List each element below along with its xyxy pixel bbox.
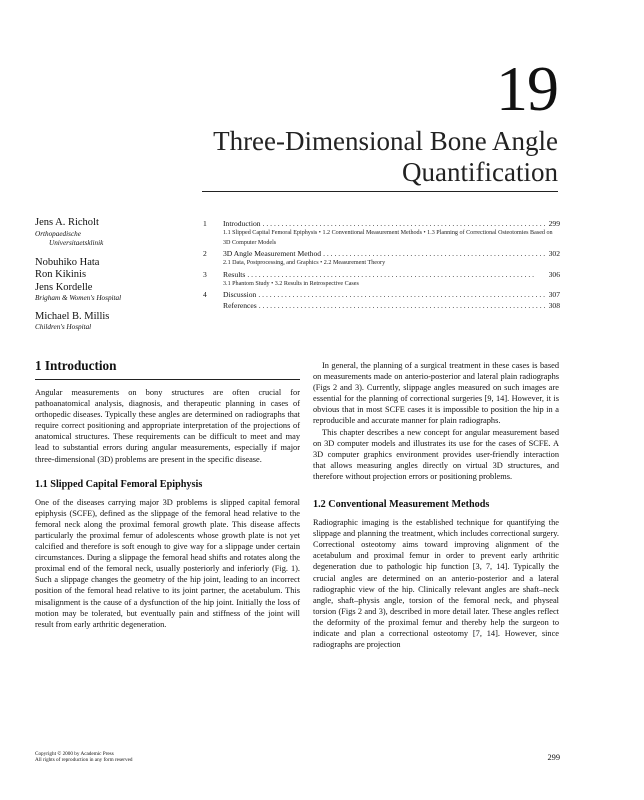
section-heading-introduction: 1 Introduction <box>35 358 117 373</box>
chapter-title: Three-Dimensional Bone Angle Quantification <box>213 126 558 187</box>
section-rule <box>35 379 300 380</box>
toc-entry[interactable] <box>203 300 560 311</box>
toc-subentries: 3.1 Phantom Study • 3.2 Results in Retrospective Cases <box>223 280 359 287</box>
toc-page: 308 <box>548 301 560 310</box>
rights-line: All rights of reproduction in any form reserved <box>35 757 133 764</box>
subsection-heading-scfe: 1.1 Slipped Capital Femoral Epiphysis <box>35 478 203 490</box>
table-of-contents <box>203 218 560 311</box>
copyright-notice <box>35 751 235 764</box>
toc-number: 2 <box>203 249 207 258</box>
toc-leader <box>263 218 545 229</box>
toc-number: 1 <box>203 219 207 228</box>
toc-leader <box>259 300 545 311</box>
author-name: Michael B. Millis <box>35 310 110 322</box>
toc-title: References <box>223 301 257 310</box>
toc-page: 299 <box>548 219 560 228</box>
paragraph: In general, the planning of a surgical treatment in these cases is based on measurements made on anterio-posterior and lateral plain radiographs (Figs 2 and 3). Currently, slippage angles measured on such images are essential for the planning of correctional surgeries [9, 14]. However, it is obvious that in most SCFE cases it is impossible to position the hip in a reproducible and accurate manner for plain radiographs. <box>313 361 559 426</box>
toc-subentries: 1.1 Slipped Capital Femoral Epiphysis • 1.2 Conventional Measurement Methods • 1.3 Planning of Correctional Osteotomies Based on 3D Computer Models <box>223 230 553 246</box>
copyright-line: Copyright © 2000 by Academic Press <box>35 751 114 757</box>
toc-entry[interactable] <box>203 289 560 300</box>
author-name: Jens A. Richolt <box>35 217 99 228</box>
paragraph: Radiographic imaging is the established technique for quantifying the slippage and planning the treatment, which includes correctional surgery. Correctional osteotomy aims toward improving alignment of the acetabulum and proximal femur in order to prevent early arthritic degeneration due to pathologic hip function [3, 7, 14]. Typically the crucial angles are determined on an anterio-posterior and a lateral radiographic view of the hip. Clinically relevant angles are shaft–neck angle, shaft–physis angle, torsion of the femoral neck, and physeal torsion (Figs 2 and 3), described in more detail later. These angles reflect the deformity of the proximal femur and thereby help the surgeon to indicate and plan a correctional osteotomy [7, 14]. However, since radiographs are projection <box>313 518 559 650</box>
toc-entry[interactable] <box>203 269 560 280</box>
author-affiliation: Brigham & Women's Hospital <box>35 294 122 302</box>
toc-number: 3 <box>203 269 207 279</box>
toc-title: Discussion <box>223 290 257 299</box>
toc-leader <box>258 289 544 300</box>
toc-entry[interactable] <box>203 248 560 259</box>
author-affiliation: Children's Hospital <box>35 323 92 331</box>
left-column <box>35 358 300 630</box>
author-name: Jens Kordelle <box>35 281 93 293</box>
author-affiliation: Universitaetsklinik <box>49 239 104 247</box>
paragraph: One of the diseases carrying major 3D problems is slipped capital femoral epiphysis (SCFE), defined as the slippage of the femoral head relative to the femoral neck along the proximal femoral growth plate. This disease affects particularly the proximal femur of adolescents whose growth plate is not yet calcified and therefore is soft enough to give way for a slippage under certain circumstances. During a slippage the femoral head shifts and rotates along the proximal end of the femoral neck, usually posteriorly and inferiorly (Fig. 1). Such a slippage changes the geometry of the hip joint, leading to an incorrect position of the femoral head relative to its joint partner, the acetabulum. This misalignment is the cause of a dysfunction of the hip joint. Initially the loss of motion may be tolerated, but eventually pain and stiffness of the joint will result from early arthritic degeneration. <box>35 497 300 629</box>
toc-leader <box>247 269 544 280</box>
toc-title: Results <box>223 269 246 279</box>
author-name: Nobuhiko Hata <box>35 256 100 268</box>
page-number: 299 <box>547 753 560 762</box>
toc-page: 307 <box>548 290 560 299</box>
subsection-heading-conventional-methods: 1.2 Conventional Measurement Methods <box>313 499 490 511</box>
toc-title: Introduction <box>223 219 261 228</box>
paragraph: Angular measurements on bony structures are often crucial for pathoanatomical analysis, diagnosis, and therapeutic planning in cases of orthopedic diseases. Typically these angles are determined on radiographs that require correct positioning and appropriate interpretation of the projections of anatomical structures. These requirements can be difficult to meet and may lead to substantial errors during angular measurements, especially if major three-dimensional (3D) problems are present in the specific disease. <box>35 388 300 464</box>
author-name: Ron Kikinis <box>35 269 87 280</box>
toc-subentries: 2.1 Data, Postprocessing, and Graphics • 2.2 Measurement Theory <box>223 260 386 266</box>
chapter-number: 19 <box>496 53 558 124</box>
toc-page: 306 <box>548 269 560 279</box>
paragraph: This chapter describes a new concept for angular measurement based on 3D computer models and illustrates its use for the cases of SCFE. A 3D computer graphics environment provides user-friendly interaction that allows measuring angles directly on virtual 3D structures, and therefore without projection errors or positioning problems. <box>313 427 559 481</box>
author-block <box>35 217 195 333</box>
toc-title: 3D Angle Measurement Method <box>223 249 322 258</box>
author-affiliation: Orthopaedische <box>35 229 81 238</box>
toc-page: 302 <box>548 249 560 258</box>
toc-leader <box>323 248 545 259</box>
right-column <box>313 360 559 650</box>
toc-number: 4 <box>203 290 207 299</box>
title-rule <box>202 191 558 192</box>
toc-entry[interactable] <box>203 218 560 229</box>
